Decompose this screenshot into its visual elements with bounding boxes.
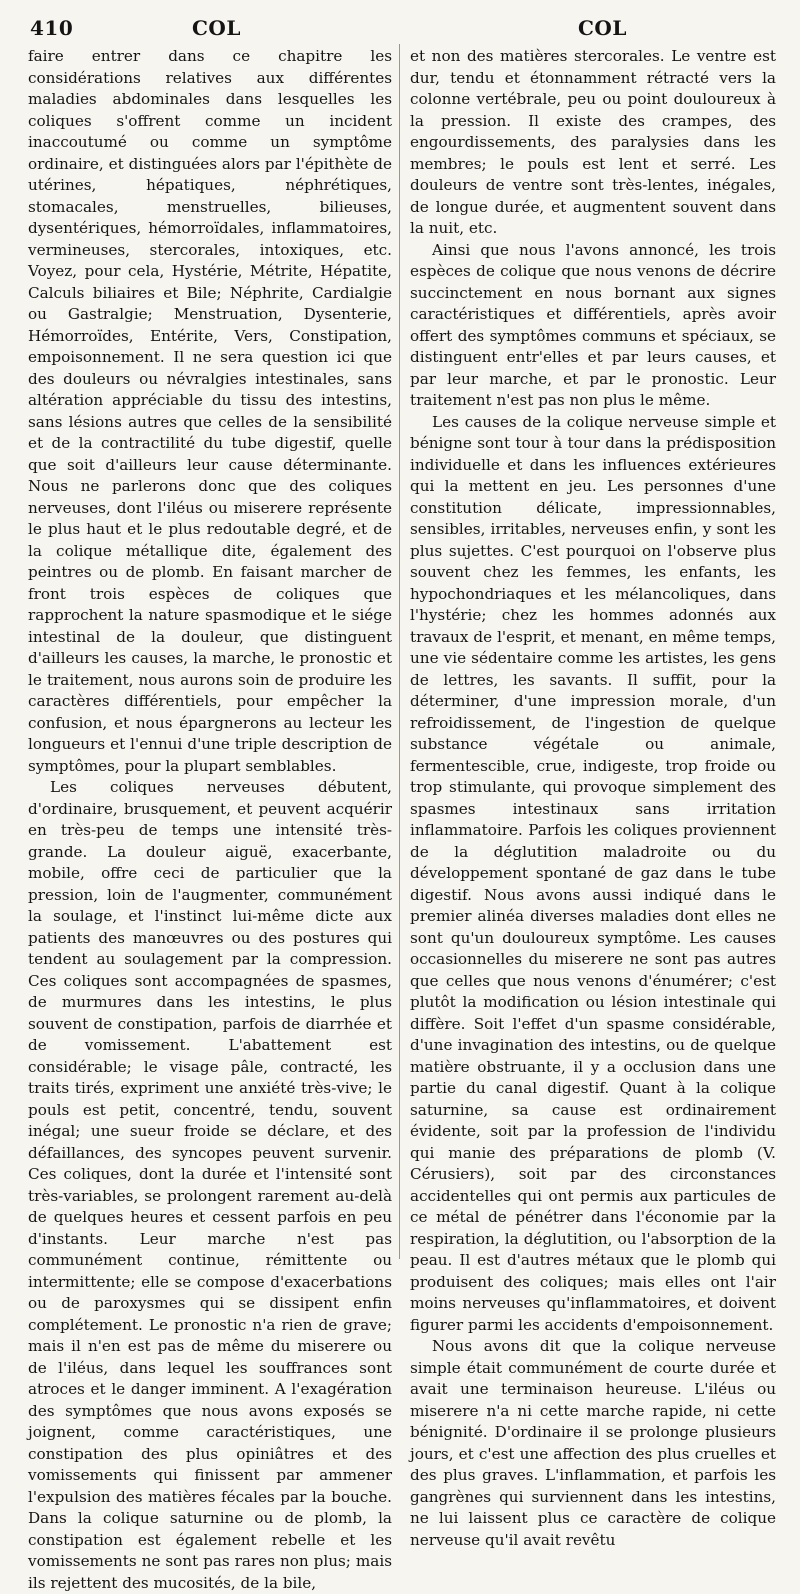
right-column	[410, 46, 776, 1549]
running-head-right: COL	[578, 16, 627, 40]
left-paragraph-1: faire entrer dans ce chapitre les considérations relatives aux différentes maladies abdominales dans lesquelles les coliques s'offrent comme un incident inaccoutumé ou comme un symptôme ordinaire, et distinguées alors par l'épithète de utérines, hépatiques, néphrétiques, stomacales, menstruelles, bilieuses, dysentériques, hémorroïdales, inflammatoires, vermineuses, stercorales, intoxiques, etc. Voyez, pour cela, Hystérie, Métrite, Hépatite, Calculs biliaires et Bile; Néphrite, Cardialgie ou Gastralgie; Menstruation, Dysenterie, Hémorroïdes, Entérite, Vers, Constipation, empoisonnement. Il ne sera question ici que des douleurs ou névralgies intestinales, sans altération appréciable du tissu des intestins, sans lésions autres que celles de la sensibilité et de la contractilité du tube digestif, quelle que soit d'ailleurs leur cause déterminante. Nous ne parlerons donc que des coliques nerveuses, dont l'iléus ou miserere représente le plus haut et le plus redoutable degré, et de la colique métallique dite, également des peintres ou de plomb. En faisant marcher de front trois espèces de coliques que rapprochent la nature spasmodique et le siége intestinal de la douleur, que distinguent d'ailleurs les causes, la marche, le pronostic et le traitement, nous aurons soin de produire les caractères différentiels, pour empêcher la confusion, et nous épargnerons au lecteur les longueurs et l'ennui d'une triple description de symptômes, pour la plupart semblables.	[28, 47, 392, 775]
column-divider	[399, 44, 400, 1259]
right-paragraph-3: Les causes de la colique nerveuse simple et bénigne sont tour à tour dans la prédisposition individuelle et dans les influences extérieures qui la mettent en jeu. Les personnes d'une constitution délicate, impressionnables, sensibles, irritables, nerveuses enfin, y sont les plus sujettes. C'est pourquoi on l'observe plus souvent chez les femmes, les enfants, les hypochondriaques et les mélancoliques, dans l'hystérie; chez les hommes adonnés aux travaux de l'esprit, et menant, en même temps, une vie sédentaire comme les artistes, les gens de lettres, les savants. Il suffit, pour la déterminer, d'une impression morale, d'un refroidissement, de l'ingestion de quelque substance végétale ou animale, fermentescible, crue, indigeste, trop froide ou trop stimulante, qui provoque simplement des spasmes intestinaux sans irritation inflammatoire. Parfois les coliques proviennent de la déglutition maladroite ou du développement spontané de gaz dans le tube digestif. Nous avons aussi indiqué dans le premier alinéa diverses maladies dont elles ne sont qu'un douloureux symptôme. Les causes occasionnelles du miserere ne sont pas autres que celles que nous venons d'énumérer; c'est plutôt la modification ou lésion intestinale qui diffère. Soit l'effet d'un spasme considérable, d'une invagination des intestins, ou de quelque matière obstruante, il y a occlusion dans une partie du canal digestif. Quant à la colique saturnine, sa cause est ordinairement évidente, soit par la profession de l'individu qui manie des préparations de plomb (V. Cérusiers), soit par des circonstances accidentelles qui ont permis aux particules de ce métal de pénétrer dans l'économie par la respiration, la déglutition, ou l'absorption de la peau. Il est d'autres métaux que le plomb qui produisent des coliques; mais elles ont l'air moins nerveuses qu'inflammatoires, et doivent figurer parmi les accidents d'empoisonnement.	[410, 412, 776, 1334]
right-paragraph-4: Nous avons dit que la colique nerveuse simple était communément de courte durée et avait une terminaison heureuse. L'iléus ou miserere n'a ni cette marche rapide, ni cette bénignité. D'ordinaire il se prolonge plusieurs jours, et c'est une affection des plus cruelles et des plus graves. L'inflammation, et parfois les gangrènes qui surviennent dans les intestins, ne lui laissent plus ce caractère de colique nerveuse qu'il avait revêtu	[410, 1337, 776, 1549]
running-head-left: COL	[192, 16, 241, 40]
left-column	[28, 46, 392, 1592]
right-paragraph-2: Ainsi que nous l'avons annoncé, les trois espèces de colique que nous venons de décrire succinctement en nous bornant aux signes caractéristiques et différentiels, après avoir offert des symptômes communs et spéciaux, se distinguent entr'elles et par leurs causes, et par leur marche, et par le pronostic. Leur traitement n'est pas non plus le même.	[410, 240, 776, 409]
left-paragraph-2: Les coliques nerveuses débutent, d'ordinaire, brusquement, et peuvent acquérir en très-peu de temps une intensité très-grande. La douleur aiguë, exacerbante, mobile, offre ceci de particulier que la pression, loin de l'augmenter, communément la soulage, et l'instinct lui-même dicte aux patients des manœuvres ou des postures qui tendent au soulagement par la compression. Ces coliques sont accompagnées de spasmes, de murmures dans les intestins, le plus souvent de constipation, parfois de diarrhée et de vomissement. L'abattement est considérable; le visage pâle, contracté, les traits tirés, expriment une anxiété très-vive; le pouls est petit, concentré, tendu, souvent inégal; une sueur froide se déclare, et des défaillances, des syncopes peuvent survenir. Ces coliques, dont la durée et l'intensité sont très-variables, se prolongent rarement au-delà de quelques heures et cessent parfois en peu d'instants. Leur marche n'est pas communément continue, rémittente ou intermittente; elle se compose d'exacerbations ou de paroxysmes qui se dissipent enfin complétement. Le pronostic n'a rien de grave; mais il n'en est pas de même du miserere ou de l'iléus, dans lequel les souffrances sont atroces et le danger imminent. A l'exagération des symptômes que nous avons exposés se joignent, comme caractéristiques, une constipation des plus opiniâtres et des vomissements qui finissent par ammener l'expulsion des matières fécales par la bouche. Dans la colique saturnine ou de plomb, la constipation est également rebelle et les vomissements ne sont pas rares non plus; mais ils rejettent des mucosités, de la bile,	[28, 778, 392, 1592]
right-paragraph-1: et non des matières stercorales. Le ventre est dur, tendu et étonnamment rétracté vers la colonne vertébrale, peu ou point douloureux à la pression. Il existe des crampes, des engourdissements, des paralysies dans les membres; le pouls est lent et serré. Les douleurs de ventre sont très-lentes, inégales, de longue durée, et augmentent souvent dans la nuit, etc.	[410, 47, 776, 237]
page-number: 410	[30, 16, 74, 40]
